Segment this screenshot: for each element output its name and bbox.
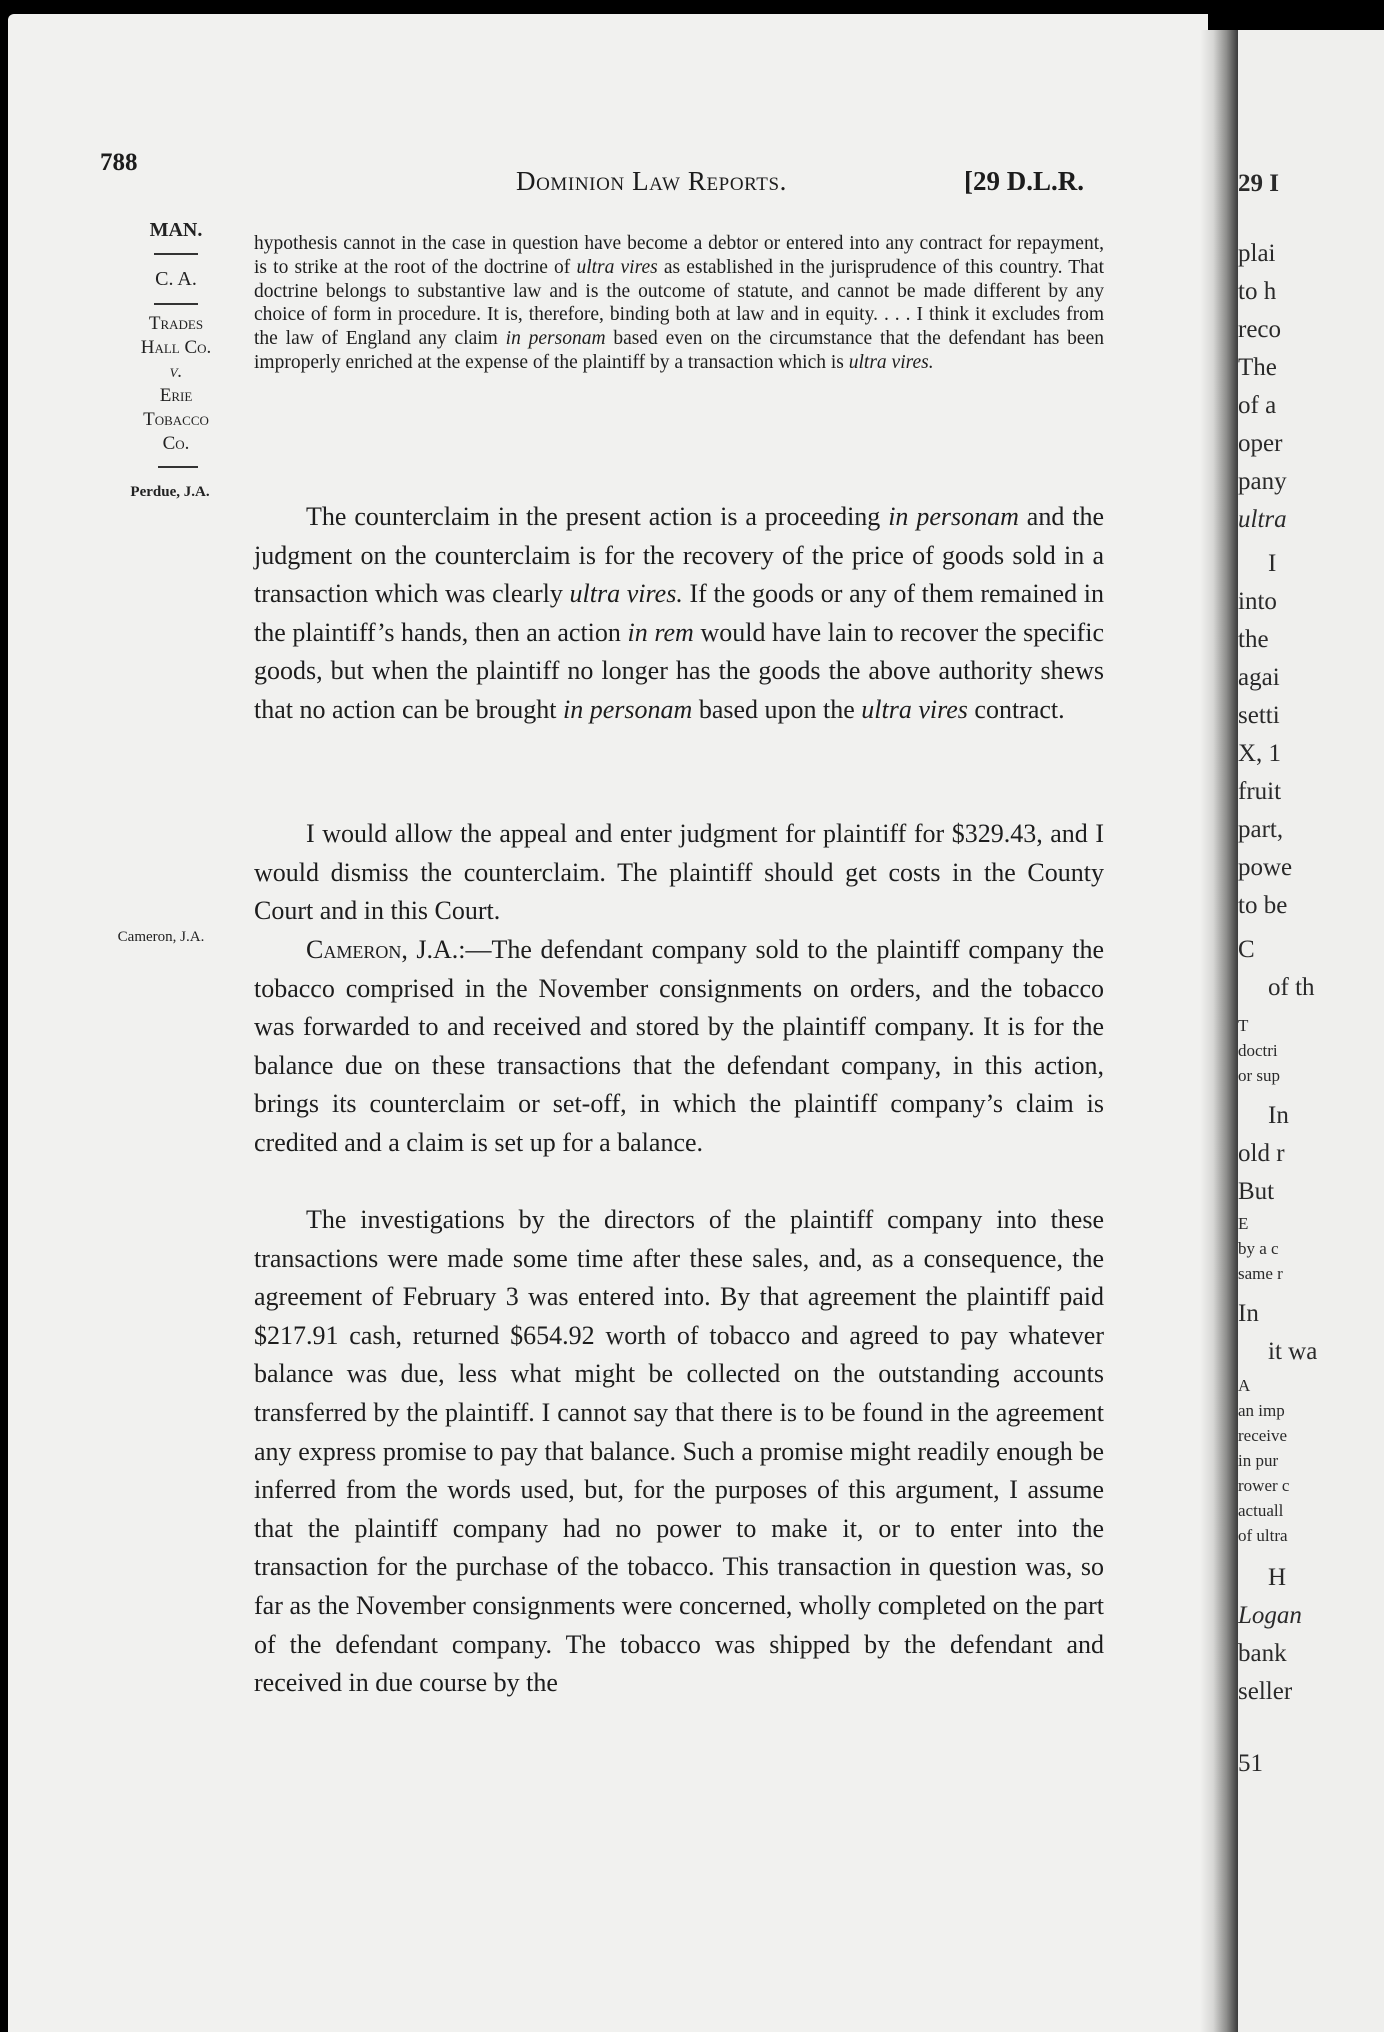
case-line: Co. — [162, 433, 190, 454]
right-page-line: to h — [1238, 278, 1277, 305]
right-page-line: rower c — [1238, 1476, 1290, 1495]
right-page-line: pany — [1238, 468, 1287, 495]
para-text: and the judgment on the counterclaim is for the recovery of the price of goods sold in a transaction which was clearly — [254, 502, 1104, 609]
right-page-line: old r — [1238, 1140, 1285, 1167]
quote-italic: ultra vires — [576, 256, 658, 278]
book-gutter — [1200, 30, 1238, 2032]
para-text: —The defendant company sold to the plaintiff company the tobacco comprised in the November consignments on orders, and the tobacco was forwarded to and received and stored by the plaintiff company. It is for the balance due on these transactions that the defendant company, in this action, brings its counterclaim or set-off, in which the plaintiff company’s claim is credited and a claim is set up for a balance. — [254, 935, 1105, 1157]
para-italic: ultra vires — [861, 694, 968, 724]
case-line: Hall Co. — [140, 337, 212, 358]
quote-text: based even on the circumstance that the defendant has been improperly enriched at the expense of the plaintiff by a transaction which is — [254, 328, 1104, 373]
margin-judge-perdue: Perdue, J.A. — [130, 484, 210, 500]
right-page-line: powe — [1238, 854, 1293, 881]
right-page-line: same r — [1238, 1264, 1283, 1283]
margin-judge-cameron: Cameron, J.A. — [117, 929, 205, 945]
right-page-line: reco — [1238, 316, 1282, 343]
right-page-line: an imp — [1238, 1401, 1285, 1420]
right-page-line: ultra — [1238, 506, 1287, 533]
right-page-line: of th — [1268, 974, 1315, 1001]
right-page-line: 51 — [1238, 1750, 1263, 1777]
margin-rule — [154, 303, 198, 305]
page-number: 788 — [100, 149, 138, 176]
quote-text: as established in the jurisprudence of this country. That doctrine belongs to substantive law and is the outcome of statute, and cannot be made different by any choice of form in procedure. It is, therefore, binding both at law and in equity. . . . I think it excludes from the law of England any claim — [254, 256, 1104, 350]
margin-case-name — [124, 312, 228, 456]
right-page-line: bank — [1238, 1640, 1287, 1667]
right-page-line: the — [1238, 626, 1269, 653]
right-page-line: of ultra — [1238, 1526, 1288, 1545]
right-page-line: it wa — [1268, 1338, 1318, 1365]
paragraph-counterclaim — [254, 498, 1104, 730]
margin-rule — [154, 253, 198, 255]
right-page-line: agai — [1238, 664, 1280, 691]
paragraph-judgment — [254, 815, 1104, 931]
case-line: v. — [169, 361, 183, 382]
right-page-line: setti — [1238, 702, 1280, 729]
para-italic: ultra vires. — [569, 579, 683, 609]
right-page-line: in pur — [1238, 1451, 1279, 1470]
right-page-line: E — [1238, 1214, 1249, 1233]
para-text: would have lain to recover the specific goods, but when the plaintiff no longer has the goods the above authority shews that no action can be brought — [254, 617, 1104, 724]
volume-reference: [29 D.L.R. — [964, 166, 1084, 196]
margin-province: MAN. — [149, 219, 203, 241]
right-page-line: actuall — [1238, 1501, 1284, 1520]
para-text: If the goods or any of them remained in the plaintiff’s hands, then an action — [254, 579, 1104, 647]
paragraph-investigations — [254, 1201, 1104, 1703]
right-page-line: T — [1238, 1016, 1249, 1035]
margin-court: C. A. — [155, 268, 197, 290]
quoted-passage — [254, 232, 1104, 375]
right-page-line: to be — [1238, 892, 1288, 919]
paragraph-cameron — [254, 931, 1104, 1163]
right-page-line: by a c — [1238, 1239, 1279, 1258]
right-page-line: into — [1238, 588, 1277, 615]
right-page-line: Logan — [1238, 1602, 1302, 1629]
right-page-line: fruit — [1238, 778, 1282, 805]
running-head: Dominion Law Reports. — [516, 166, 788, 196]
right-page-line: H — [1268, 1564, 1287, 1591]
right-page-line: or sup — [1238, 1066, 1281, 1085]
case-line: Tobacco — [143, 409, 209, 430]
right-page-line: part, — [1238, 816, 1284, 843]
para-text: The investigations by the directors of the plaintiff company into these transactions were made some time after these sales, and, as a consequence, the agreement of February 3 was entered into. By that agreement the plaintiff paid $217.91 cash, returned $654.92 worth of tobacco and agreed to pay whatever balance was due, less what might be collected on the outstanding accounts transferred by the plaintiff. I cannot say that there is to be found in the agreement any express promise to pay that balance. Such a promise might readily enough be inferred from the words used, but, for the purposes of this argument, I assume that the plaintiff company had no power to make it, or to enter into the transaction for the purchase of the tobacco. This transaction in question was, so far as the November consignments were concerned, wholly completed on the part of the defendant company. The tobacco was shipped by the defendant and received in due course by the — [254, 1205, 1104, 1698]
right-page — [1238, 30, 1384, 2032]
para-italic: in personam — [563, 694, 693, 724]
quote-italic: in personam — [505, 328, 606, 350]
margin-rule — [158, 466, 198, 468]
right-page-line: C — [1238, 936, 1255, 963]
right-page-line: X, 1 — [1238, 740, 1282, 767]
right-page-line: A — [1238, 1376, 1251, 1395]
para-text: contract. — [967, 694, 1065, 724]
quote-italic: ultra vires. — [848, 351, 934, 373]
left-page — [8, 14, 1208, 2032]
right-page-line: seller — [1238, 1678, 1293, 1705]
right-page-line: In — [1268, 1102, 1289, 1129]
right-page-header: 29 I — [1238, 170, 1279, 197]
right-page-line: of a — [1238, 392, 1277, 419]
para-italic: in rem — [627, 617, 694, 647]
para-italic: in personam — [888, 502, 1019, 531]
right-page-line: But — [1238, 1178, 1275, 1205]
para-text: The counterclaim in the present action is a proceeding — [306, 502, 889, 531]
right-page-line: oper — [1238, 430, 1283, 457]
right-page-line: doctri — [1238, 1041, 1278, 1060]
right-page-line: plai — [1238, 240, 1276, 267]
case-line: Erie — [159, 385, 193, 406]
quote-text: hypothesis cannot in the case in question have become a debtor or entered into any contract for repayment, is to strike at the root of the doctrine of — [254, 233, 1104, 278]
right-page-line: In — [1238, 1300, 1259, 1327]
judge-lead: Cameron, J.A.: — [306, 935, 466, 964]
right-page-line: The — [1238, 354, 1277, 381]
right-page-line: I — [1268, 550, 1277, 577]
para-text: I would allow the appeal and enter judgment for plaintiff for $329.43, and I would dismiss the counterclaim. The plaintiff should get costs in the County Court and in this Court. — [254, 819, 1104, 926]
case-line: Trades — [148, 313, 204, 334]
para-text: based upon the — [692, 694, 862, 724]
right-page-line: receive — [1238, 1426, 1288, 1445]
